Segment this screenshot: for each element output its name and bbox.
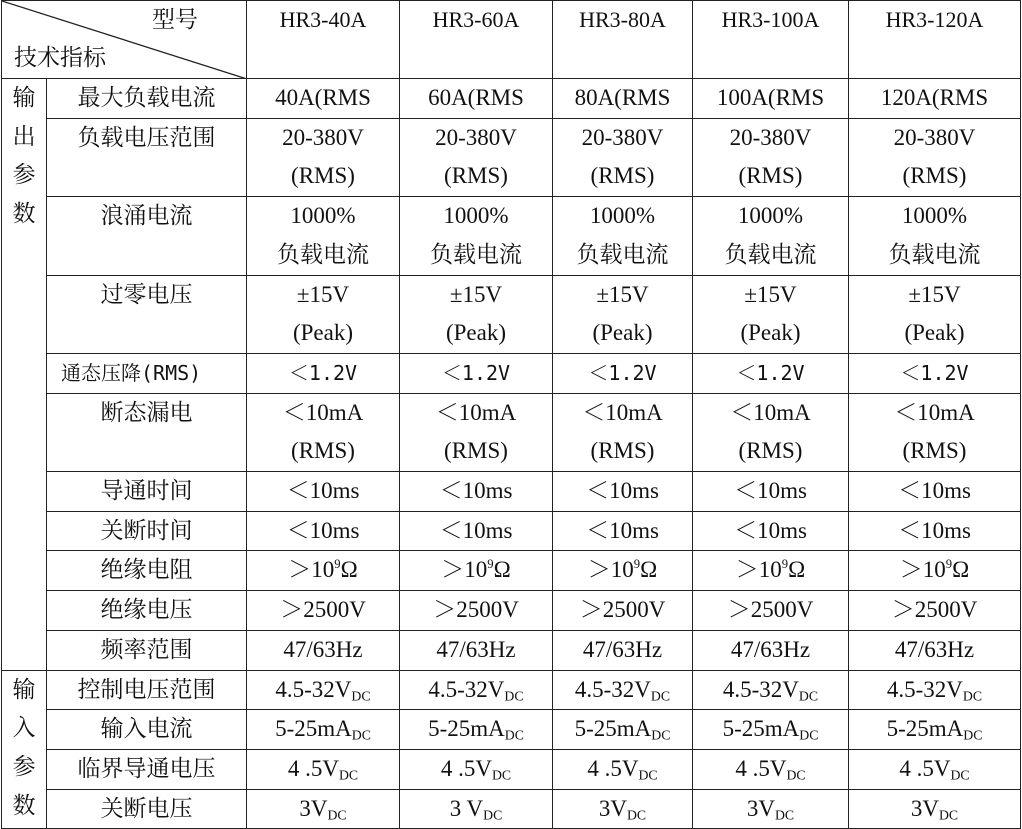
spec-value-cell xyxy=(247,630,400,670)
spec-value: 3V xyxy=(746,795,775,821)
spec-value: 80A(RMS xyxy=(574,85,671,110)
spec-value: 47/63Hz xyxy=(894,636,975,662)
spec-value: ＜10mA xyxy=(282,399,364,425)
spec-value-subscript: DC xyxy=(650,687,671,703)
spec-value-cell xyxy=(693,630,849,670)
spec-value: 20-380V xyxy=(282,124,364,150)
spec-value: 4.5-32V xyxy=(886,676,963,702)
spec-value-unit: Ω xyxy=(788,557,806,583)
spec-label xyxy=(47,551,247,591)
spec-value-cell xyxy=(400,670,553,710)
spec-value-cell xyxy=(247,197,400,275)
spec-value-cell xyxy=(553,511,693,551)
spec-value: ＞10 xyxy=(441,557,488,583)
spec-value: ±15V xyxy=(596,281,649,307)
spec-value-subscript: DC xyxy=(774,807,795,823)
spec-label xyxy=(47,79,247,119)
spec-value-subscript: DC xyxy=(504,727,524,743)
spec-label xyxy=(47,275,247,353)
spec-value: ＜10ms xyxy=(286,478,360,504)
spec-value-cell xyxy=(849,275,1021,353)
spec-value-unit: (RMS) xyxy=(291,438,355,464)
spec-value: 20-380V xyxy=(893,124,976,150)
input-group-char: 数 xyxy=(12,792,36,818)
spec-value-cell xyxy=(553,393,693,471)
spec-value-cell xyxy=(400,511,553,551)
spec-value-subscript: DC xyxy=(938,807,959,823)
spec-value-cell xyxy=(693,511,849,551)
spec-value: ＜10ms xyxy=(586,478,659,504)
spec-value-unit: 负载电流 xyxy=(888,241,981,267)
spec-value: ＜10mA xyxy=(582,399,663,425)
spec-label xyxy=(47,670,247,710)
spec-value: ＞10 xyxy=(735,557,782,583)
spec-value-cell xyxy=(400,710,553,750)
spec-label-text: 输入电流 xyxy=(100,716,193,742)
spec-value: ＜10mA xyxy=(730,399,811,425)
spec-value-cell xyxy=(553,670,693,710)
spec-row xyxy=(2,393,1021,471)
spec-value-cell xyxy=(400,118,553,196)
spec-value-cell xyxy=(693,591,849,631)
spec-label-text: 绝缘电压 xyxy=(100,597,193,623)
spec-value-unit: (Peak) xyxy=(740,320,801,346)
spec-value-cell xyxy=(400,591,553,631)
spec-value-unit: (RMS) xyxy=(738,438,803,464)
spec-value-subscript: DC xyxy=(798,687,819,703)
spec-value-exponent: 9 xyxy=(487,557,494,572)
spec-value: 4 .5V xyxy=(899,755,951,781)
spec-value-cell xyxy=(693,118,849,196)
spec-value-cell xyxy=(849,472,1021,512)
input-group-char: 入 xyxy=(12,715,36,741)
spec-value: ＞10 xyxy=(587,557,634,583)
spec-label-text: 绝缘电阻 xyxy=(100,557,193,583)
spec-value-subscript: DC xyxy=(338,767,359,783)
output-group-label xyxy=(2,79,47,671)
spec-label xyxy=(47,353,247,393)
spec-value-cell xyxy=(693,551,849,591)
spec-value-cell xyxy=(247,118,400,196)
spec-value: 3V xyxy=(910,795,939,821)
spec-row xyxy=(2,551,1021,591)
spec-value: ＞10 xyxy=(288,557,335,583)
spec-value-cell xyxy=(247,749,400,789)
input-group-label xyxy=(2,670,47,829)
output-group-char: 数 xyxy=(12,201,36,227)
spec-label xyxy=(47,118,247,196)
spec-value: ±15V xyxy=(744,281,797,307)
spec-value: 4.5-32V xyxy=(574,676,651,702)
spec-value-cell xyxy=(553,118,693,196)
spec-value-unit: (Peak) xyxy=(292,320,354,346)
spec-value: 1000% xyxy=(443,203,509,229)
spec-row xyxy=(2,197,1021,275)
spec-value-cell xyxy=(693,79,849,119)
spec-value-cell xyxy=(849,511,1021,551)
spec-label-text: 导通时间 xyxy=(100,478,193,504)
spec-value-subscript: DC xyxy=(651,727,671,743)
spec-value-cell xyxy=(400,749,553,789)
spec-row xyxy=(2,670,1021,710)
spec-value-unit: 负载电流 xyxy=(430,241,522,267)
spec-value: 5-25mA xyxy=(428,716,505,742)
spec-value-cell xyxy=(553,197,693,275)
spec-value: ＜1.2V xyxy=(900,360,969,385)
spec-value-cell xyxy=(400,551,553,591)
spec-value-subscript: DC xyxy=(626,807,647,823)
model-header: HR3-80A xyxy=(553,1,693,79)
spec-value-cell xyxy=(400,472,553,512)
spec-value-cell xyxy=(553,353,693,393)
spec-value-exponent: 9 xyxy=(781,557,789,572)
spec-value: ＞2500V xyxy=(433,597,519,623)
spec-value-cell xyxy=(247,275,400,353)
spec-value: ±15V xyxy=(296,281,350,307)
spec-row xyxy=(2,630,1021,670)
spec-value: ±15V xyxy=(908,281,961,307)
spec-value: 5-25mA xyxy=(886,716,964,742)
spec-value-unit: 负载电流 xyxy=(724,241,817,267)
spec-value-cell xyxy=(849,79,1021,119)
spec-value: 47/63Hz xyxy=(582,636,663,662)
spec-row xyxy=(2,511,1021,551)
spec-label xyxy=(47,591,247,631)
model-header: HR3-100A xyxy=(693,1,849,79)
spec-value-cell xyxy=(693,353,849,393)
spec-value-cell xyxy=(247,353,400,393)
spec-value-exponent: 9 xyxy=(945,557,953,572)
spec-value: 4 .5V xyxy=(735,755,787,781)
spec-value: 100A(RMS xyxy=(716,85,825,110)
spec-table xyxy=(1,0,1021,829)
spec-value: 40A(RMS xyxy=(275,85,371,110)
spec-value-unit: (RMS) xyxy=(590,163,655,189)
spec-value-cell xyxy=(553,749,693,789)
spec-value-cell xyxy=(247,710,400,750)
spec-value-exponent: 9 xyxy=(633,557,641,572)
spec-value-unit: (RMS) xyxy=(444,438,508,464)
spec-value-subscript: DC xyxy=(504,687,524,703)
spec-label-text: 控制电压范围 xyxy=(77,676,216,702)
spec-value-cell xyxy=(849,591,1021,631)
header-spec-label: 技术指标 xyxy=(14,45,106,70)
spec-value: 60A(RMS xyxy=(428,85,524,110)
output-group-char: 输 xyxy=(12,85,36,110)
spec-value-cell xyxy=(849,353,1021,393)
spec-row xyxy=(2,749,1021,789)
spec-value-cell xyxy=(553,551,693,591)
spec-value-unit: (Peak) xyxy=(904,320,965,346)
spec-value: 3V xyxy=(598,795,627,821)
spec-label-text: 过零电压 xyxy=(100,281,193,307)
spec-value-unit: (Peak) xyxy=(445,320,507,346)
spec-label-text: 负载电压范围 xyxy=(77,124,216,150)
spec-value-cell xyxy=(247,591,400,631)
spec-value-cell xyxy=(247,670,400,710)
spec-value: 20-380V xyxy=(581,124,664,150)
model-header: HR3-40A xyxy=(247,1,400,79)
spec-value-subscript: DC xyxy=(327,807,347,823)
spec-value: ＜10ms xyxy=(439,478,513,504)
spec-value-subscript: DC xyxy=(950,767,970,783)
spec-label xyxy=(47,393,247,471)
spec-label-text: 关断电压 xyxy=(100,795,193,821)
spec-value: ＜10ms xyxy=(586,517,659,543)
spec-value-cell xyxy=(553,710,693,750)
spec-label-text: 关断时间 xyxy=(100,517,193,543)
spec-value-cell xyxy=(849,197,1021,275)
spec-value-unit: (RMS) xyxy=(902,438,967,464)
spec-value-cell xyxy=(849,551,1021,591)
spec-value: ＜10ms xyxy=(439,517,513,543)
spec-value-cell xyxy=(693,710,849,750)
output-group-char: 参 xyxy=(12,162,36,188)
spec-value: 20-380V xyxy=(729,124,812,150)
spec-label xyxy=(47,511,247,551)
spec-value: ＞2500V xyxy=(280,597,366,623)
spec-value: ＜1.2V xyxy=(441,360,511,385)
spec-value: 3V xyxy=(299,795,328,821)
spec-value-cell xyxy=(247,79,400,119)
header-model-label: 型号 xyxy=(152,7,198,32)
spec-value-subscript: DC xyxy=(962,687,983,703)
spec-value-unit: 负载电流 xyxy=(576,241,669,267)
spec-value-cell xyxy=(400,197,553,275)
spec-value-cell xyxy=(693,393,849,471)
spec-value-cell xyxy=(400,630,553,670)
spec-row xyxy=(2,472,1021,512)
spec-value-unit: Ω xyxy=(952,557,970,583)
spec-value-exponent: 9 xyxy=(334,557,341,572)
spec-value-cell xyxy=(400,275,553,353)
spec-value-subscript: DC xyxy=(483,807,503,823)
spec-value: ＜1.2V xyxy=(736,360,805,385)
spec-value-subscript: DC xyxy=(786,767,806,783)
spec-value: 47/63Hz xyxy=(436,636,516,662)
spec-value-cell xyxy=(553,591,693,631)
spec-label xyxy=(47,197,247,275)
spec-label xyxy=(47,472,247,512)
spec-value: 4 .5V xyxy=(287,755,339,781)
spec-value: 1000% xyxy=(901,203,968,229)
spec-value-cell xyxy=(849,670,1021,710)
spec-value-unit: (RMS) xyxy=(738,163,803,189)
spec-value-cell xyxy=(400,353,553,393)
spec-value-cell xyxy=(693,670,849,710)
spec-value: ＞2500V xyxy=(579,597,666,623)
spec-value-cell xyxy=(849,749,1021,789)
spec-value: 4.5-32V xyxy=(275,676,352,702)
spec-row xyxy=(2,118,1021,196)
spec-label-text: 临界导通电压 xyxy=(77,755,216,781)
spec-row xyxy=(2,591,1021,631)
spec-label xyxy=(47,710,247,750)
spec-value-cell xyxy=(247,393,400,471)
spec-value-unit: (RMS) xyxy=(902,163,967,189)
spec-value-subscript: DC xyxy=(351,727,371,743)
spec-value: 1000% xyxy=(589,203,656,229)
input-group-char: 参 xyxy=(12,753,36,779)
spec-value-cell xyxy=(849,393,1021,471)
spec-value-cell xyxy=(553,275,693,353)
spec-value-unit: (RMS) xyxy=(291,163,355,189)
spec-value: 5-25mA xyxy=(722,716,800,742)
spec-value: ＜10mA xyxy=(435,399,517,425)
spec-value: 1000% xyxy=(290,203,356,229)
spec-label-text: 最大负载电流 xyxy=(77,85,216,110)
spec-value: 5-25mA xyxy=(574,716,652,742)
spec-value: ＞2500V xyxy=(891,597,978,623)
spec-value: ＜10ms xyxy=(898,517,971,543)
spec-value: ＜10ms xyxy=(286,517,360,543)
spec-value: ＞2500V xyxy=(727,597,814,623)
spec-label xyxy=(47,749,247,789)
spec-value-cell xyxy=(553,630,693,670)
spec-value-cell xyxy=(849,710,1021,750)
spec-value: ＞10 xyxy=(899,557,946,583)
spec-value: 4.5-32V xyxy=(722,676,799,702)
model-header: HR3-60A xyxy=(400,1,553,79)
spec-value-cell xyxy=(693,472,849,512)
spec-value: ＜10ms xyxy=(734,478,807,504)
spec-value-unit: (RMS) xyxy=(444,163,508,189)
spec-row xyxy=(2,275,1021,353)
spec-label-text: 断态漏电 xyxy=(100,399,193,425)
spec-value-unit: (RMS) xyxy=(590,438,655,464)
spec-value-subscript: DC xyxy=(638,767,658,783)
spec-value: ＜10mA xyxy=(894,399,975,425)
spec-row xyxy=(2,79,1021,119)
spec-label xyxy=(47,630,247,670)
spec-value: 47/63Hz xyxy=(730,636,811,662)
spec-value-unit: Ω xyxy=(640,557,658,583)
spec-value: ＜10ms xyxy=(734,517,807,543)
spec-value: ＜1.2V xyxy=(588,360,657,385)
spec-row xyxy=(2,353,1021,393)
spec-value: ＜1.2V xyxy=(288,360,358,385)
spec-value: 47/63Hz xyxy=(283,636,363,662)
spec-value-subscript: DC xyxy=(799,727,819,743)
spec-value: 120A(RMS xyxy=(880,85,989,110)
spec-value-cell xyxy=(247,551,400,591)
spec-value: 4 .5V xyxy=(587,755,639,781)
spec-value: ＜10ms xyxy=(898,478,971,504)
spec-value: 4 .5V xyxy=(440,755,492,781)
spec-value-subscript: DC xyxy=(351,687,371,703)
spec-value-subscript: DC xyxy=(963,727,983,743)
input-group-char: 输 xyxy=(12,676,36,702)
spec-value-cell xyxy=(553,79,693,119)
spec-value-cell xyxy=(553,472,693,512)
spec-value-unit: 负载电流 xyxy=(277,241,369,267)
spec-row xyxy=(2,710,1021,750)
spec-value-cell xyxy=(849,630,1021,670)
spec-value: 20-380V xyxy=(435,124,517,150)
spec-value: 3 V xyxy=(449,795,484,821)
spec-value-cell xyxy=(693,749,849,789)
spec-label-text: 浪涌电流 xyxy=(100,203,193,229)
spec-value: 4.5-32V xyxy=(428,676,505,702)
spec-value-unit: Ω xyxy=(493,557,511,583)
spec-value-subscript: DC xyxy=(491,767,512,783)
header-corner-cell xyxy=(2,1,247,79)
spec-value-cell xyxy=(400,79,553,119)
spec-value-unit: (Peak) xyxy=(592,320,653,346)
spec-value-unit: Ω xyxy=(340,557,358,583)
output-group-char: 出 xyxy=(12,123,36,149)
spec-value-cell xyxy=(693,197,849,275)
spec-label-text: 频率范围 xyxy=(100,636,193,662)
spec-value-cell xyxy=(693,275,849,353)
spec-value-cell xyxy=(247,511,400,551)
spec-value: ±15V xyxy=(449,281,503,307)
spec-value: 1000% xyxy=(737,203,804,229)
spec-value: 5-25mA xyxy=(275,716,352,742)
spec-value-cell xyxy=(849,118,1021,196)
spec-label-text: 通态压降(RMS) xyxy=(61,360,202,385)
spec-value-cell xyxy=(400,393,553,471)
model-header: HR3-120A xyxy=(849,1,1021,79)
spec-value-cell xyxy=(247,472,400,512)
header-row xyxy=(2,1,1021,79)
